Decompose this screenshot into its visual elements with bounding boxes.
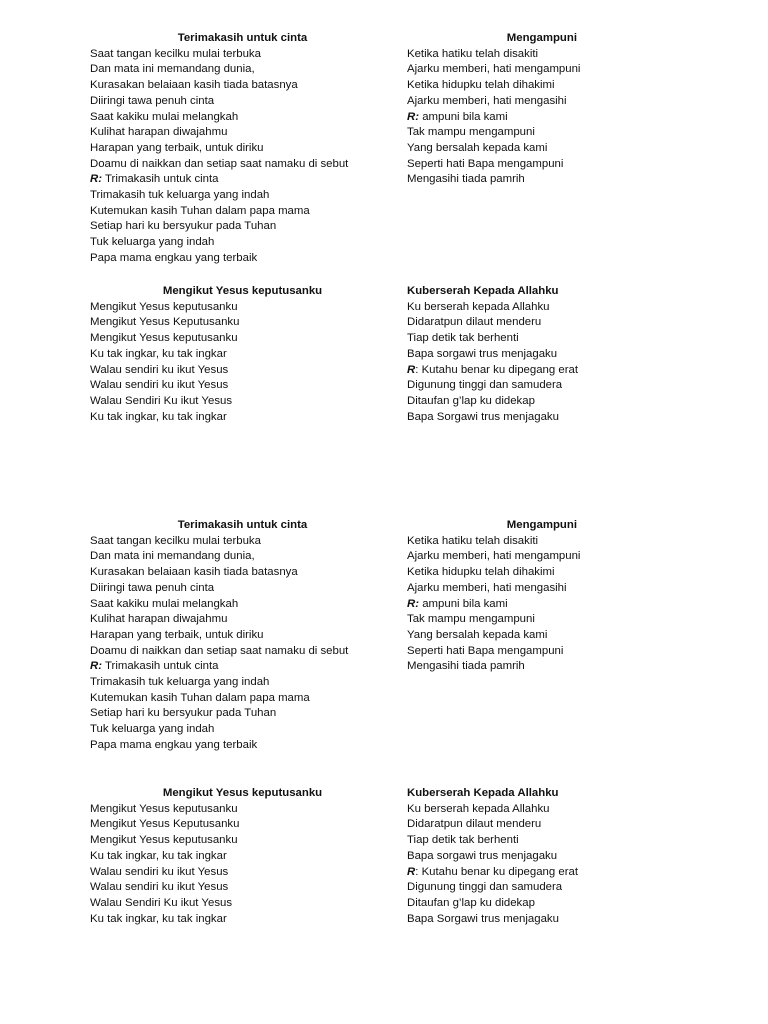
lyric-text: Mengikut Yesus keputusanku [90, 834, 238, 847]
lyric-line [407, 141, 682, 157]
lyric-line [90, 172, 395, 188]
lyric-line [90, 706, 395, 722]
lyric-text: : Kutahu benar ku dipegang erat [415, 363, 578, 376]
lyric-text: Didaratpun dilaut menderu [407, 316, 542, 329]
lyric-line [90, 204, 395, 220]
lyric-text: Trimakasih untuk cinta [102, 660, 219, 673]
lyric-line [90, 849, 395, 865]
lyric-line [90, 691, 395, 707]
lyric-line [407, 865, 682, 881]
lyric-text: Ku berserah kepada Allahku [407, 802, 550, 815]
refrain-marker: R [407, 865, 416, 878]
lyric-text: Saat kakiku mulai melangkah [90, 597, 239, 610]
lyric-text: Diiringi tawa penuh cinta [90, 581, 215, 594]
lyric-text: Setiap hari ku bersyukur pada Tuhan [90, 220, 277, 233]
lyric-line [90, 347, 395, 363]
lyric-line [90, 94, 395, 110]
lyric-text: Diiringi tawa penuh cinta [90, 94, 215, 107]
lyric-line [407, 880, 682, 896]
lyric-line [90, 378, 395, 394]
lyric-text: Ku berserah kepada Allahku [407, 300, 550, 313]
lyric-line [90, 331, 395, 347]
song-lyrics [407, 802, 682, 928]
song-lyrics [90, 47, 395, 267]
lyric-line [407, 833, 682, 849]
lyric-text: Ajarku memberi, hati mengampuni [407, 550, 581, 563]
lyric-line [90, 78, 395, 94]
lyric-text: Digunung tinggi dan samudera [407, 379, 563, 392]
refrain-marker: R: [407, 597, 420, 610]
lyric-line [90, 141, 395, 157]
lyric-text: Bapa sorgawi trus menjagaku [407, 347, 558, 360]
lyric-line [90, 188, 395, 204]
refrain-marker: R [407, 363, 416, 376]
lyric-line [90, 219, 395, 235]
lyric-text: Bapa sorgawi trus menjagaku [407, 849, 558, 862]
lyric-text: Ku tak ingkar, ku tak ingkar [90, 849, 227, 862]
lyric-text: Kurasakan belaiaan kasih tiada batasnya [90, 566, 298, 579]
lyric-text: Kutemukan kasih Tuhan dalam papa mama [90, 204, 310, 217]
lyric-line [407, 331, 682, 347]
lyric-line [90, 565, 395, 581]
lyric-text: Tak mampu mengampuni [407, 126, 535, 139]
lyric-line [90, 534, 395, 550]
lyric-line [90, 738, 395, 754]
lyric-text: Mengikut Yesus keputusanku [90, 332, 238, 345]
lyric-text: Tuk keluarga yang indah [90, 723, 215, 736]
lyric-line [90, 251, 395, 267]
lyric-text: Ditaufan g’lap ku didekap [407, 394, 535, 407]
lyric-line [90, 675, 395, 691]
lyric-line [407, 62, 682, 78]
lyric-text: Ditaufan g’lap ku didekap [407, 896, 535, 909]
lyric-line [90, 612, 395, 628]
lyric-text: Saat tangan kecilku mulai terbuka [90, 47, 261, 60]
song-title: Terimakasih untuk cinta [177, 519, 308, 531]
lyric-line [407, 849, 682, 865]
lyric-line [90, 581, 395, 597]
lyric-line [407, 363, 682, 379]
lyric-line [90, 865, 395, 881]
lyric-line [90, 597, 395, 613]
lyric-line [90, 802, 395, 818]
lyric-text: Seperti hati Bapa mengampuni [407, 157, 564, 170]
lyric-text: Doamu di naikkan dan setiap saat namaku di sebut [90, 157, 349, 170]
song-title: Mengampuni [506, 519, 577, 531]
lyric-line [407, 300, 682, 316]
lyric-text: Saat kakiku mulai melangkah [90, 110, 239, 123]
lyric-line [90, 47, 395, 63]
song-lyrics [407, 47, 682, 188]
song-terimakasih-untuk-cinta [90, 31, 395, 267]
lyric-line [90, 410, 395, 426]
song-kuberserah [407, 284, 682, 425]
lyric-text: Yang bersalah kepada kami [407, 628, 548, 641]
lyric-line [407, 378, 682, 394]
lyric-text: Tiap detik tak berhenti [407, 834, 519, 847]
lyric-line [407, 659, 682, 675]
song-title: Kuberserah Kepada Allahku [407, 787, 559, 799]
lyric-line [90, 833, 395, 849]
song-mengampuni [407, 31, 682, 188]
lyric-line [407, 125, 682, 141]
lyric-text: Tiap detik tak berhenti [407, 332, 519, 345]
lyric-text: Walau Sendiri Ku ikut Yesus [90, 896, 233, 909]
lyric-text: Seperti hati Bapa mengampuni [407, 644, 564, 657]
lyric-text: Dan mata ini memandang dunia, [90, 63, 255, 76]
lyric-text: Papa mama engkau yang terbaik [90, 251, 258, 264]
lyric-line [407, 549, 682, 565]
lyric-line [90, 817, 395, 833]
lyric-text: Kulihat harapan diwajahmu [90, 613, 228, 626]
lyric-text: Bapa Sorgawi trus menjagaku [407, 410, 559, 423]
lyric-line [90, 363, 395, 379]
lyric-text: Ketika hatiku telah disakiti [407, 47, 539, 60]
lyric-text: Doamu di naikkan dan setiap saat namaku di sebut [90, 644, 349, 657]
song-mengampuni [407, 518, 682, 675]
lyric-text: Papa mama engkau yang terbaik [90, 738, 258, 751]
lyric-line [407, 817, 682, 833]
song-mengikut-yesus [90, 284, 395, 425]
lyric-text: Trimakasih untuk cinta [102, 173, 219, 186]
lyric-text: Dan mata ini memandang dunia, [90, 550, 255, 563]
lyric-line [407, 581, 682, 597]
song-lyrics [407, 534, 682, 675]
lyric-text: Setiap hari ku bersyukur pada Tuhan [90, 707, 277, 720]
refrain-marker: R: [90, 173, 103, 186]
lyric-line [90, 394, 395, 410]
song-title: Kuberserah Kepada Allahku [407, 285, 559, 297]
song-lyrics [407, 300, 682, 426]
lyric-text: Bapa Sorgawi trus menjagaku [407, 912, 559, 925]
lyric-text: Ajarku memberi, hati mengasihi [407, 94, 567, 107]
lyric-line [407, 896, 682, 912]
lyric-line [407, 410, 682, 426]
lyric-text: Walau sendiri ku ikut Yesus [90, 865, 229, 878]
lyric-line [90, 896, 395, 912]
lyric-text: Ketika hidupku telah dihakimi [407, 566, 555, 579]
lyric-text: Kulihat harapan diwajahmu [90, 126, 228, 139]
lyric-text: ampuni bila kami [419, 597, 508, 610]
song-title: Terimakasih untuk cinta [177, 32, 308, 44]
lyric-text: Ajarku memberi, hati mengasihi [407, 581, 567, 594]
refrain-marker: R: [90, 660, 103, 673]
lyric-text: Saat tangan kecilku mulai terbuka [90, 534, 261, 547]
lyric-text: Ku tak ingkar, ku tak ingkar [90, 347, 227, 360]
lyric-text: Walau sendiri ku ikut Yesus [90, 363, 229, 376]
lyric-line [90, 315, 395, 331]
lyric-text: Ajarku memberi, hati mengampuni [407, 63, 581, 76]
lyric-line [407, 612, 682, 628]
refrain-marker: R: [407, 110, 420, 123]
lyric-text: Tak mampu mengampuni [407, 613, 535, 626]
lyric-text: Didaratpun dilaut menderu [407, 818, 542, 831]
lyric-text: Mengikut Yesus keputusanku [90, 300, 238, 313]
lyric-text: Kurasakan belaiaan kasih tiada batasnya [90, 79, 298, 92]
lyric-text: Tuk keluarga yang indah [90, 236, 215, 249]
lyric-text: Ketika hatiku telah disakiti [407, 534, 539, 547]
lyric-line [407, 94, 682, 110]
lyric-text: : Kutahu benar ku dipegang erat [415, 865, 578, 878]
lyric-line [90, 628, 395, 644]
lyric-text: Ku tak ingkar, ku tak ingkar [90, 410, 227, 423]
lyric-line [90, 235, 395, 251]
lyric-line [407, 644, 682, 660]
lyric-text: Walau sendiri ku ikut Yesus [90, 881, 229, 894]
lyric-line [90, 125, 395, 141]
lyric-line [90, 722, 395, 738]
lyric-text: Walau Sendiri Ku ikut Yesus [90, 394, 233, 407]
lyric-line [407, 157, 682, 173]
lyric-line [407, 172, 682, 188]
lyric-line [407, 565, 682, 581]
lyric-line [407, 628, 682, 644]
lyric-text: Kutemukan kasih Tuhan dalam papa mama [90, 691, 310, 704]
lyric-line [90, 644, 395, 660]
lyric-text: Trimakasih tuk keluarga yang indah [90, 189, 270, 202]
lyric-line [407, 110, 682, 126]
lyric-line [407, 47, 682, 63]
lyric-line [90, 62, 395, 78]
song-title: Mengikut Yesus keputusanku [162, 787, 323, 799]
lyric-line [90, 110, 395, 126]
song-mengikut-yesus [90, 786, 395, 927]
lyric-text: Harapan yang terbaik, untuk diriku [90, 628, 264, 641]
lyric-text: Digunung tinggi dan samudera [407, 881, 563, 894]
song-title: Mengikut Yesus keputusanku [162, 285, 323, 297]
lyric-line [407, 534, 682, 550]
song-terimakasih-untuk-cinta [90, 518, 395, 754]
lyric-text: Mengasihi tiada pamrih [407, 173, 525, 186]
lyric-line [90, 880, 395, 896]
song-title: Mengampuni [506, 32, 577, 44]
lyric-text: Mengikut Yesus Keputusanku [90, 316, 240, 329]
lyric-text: Mengikut Yesus Keputusanku [90, 818, 240, 831]
lyric-line [90, 549, 395, 565]
lyric-line [90, 659, 395, 675]
lyric-line [407, 597, 682, 613]
lyric-text: Mengasihi tiada pamrih [407, 660, 525, 673]
lyric-line [407, 802, 682, 818]
lyric-line [90, 157, 395, 173]
lyric-text: Trimakasih tuk keluarga yang indah [90, 676, 270, 689]
lyric-line [407, 315, 682, 331]
song-lyrics [90, 534, 395, 754]
lyric-line [90, 300, 395, 316]
lyric-text: ampuni bila kami [419, 110, 508, 123]
lyric-line [407, 347, 682, 363]
lyric-text: Yang bersalah kepada kami [407, 141, 548, 154]
lyric-text: Ketika hidupku telah dihakimi [407, 79, 555, 92]
lyric-text: Walau sendiri ku ikut Yesus [90, 379, 229, 392]
lyric-text: Mengikut Yesus keputusanku [90, 802, 238, 815]
song-lyrics [90, 802, 395, 928]
lyric-line [90, 912, 395, 928]
lyric-text: Harapan yang terbaik, untuk diriku [90, 141, 264, 154]
song-lyrics [90, 300, 395, 426]
lyric-text: Ku tak ingkar, ku tak ingkar [90, 912, 227, 925]
lyric-line [407, 394, 682, 410]
lyric-line [407, 912, 682, 928]
song-kuberserah [407, 786, 682, 927]
lyric-line [407, 78, 682, 94]
